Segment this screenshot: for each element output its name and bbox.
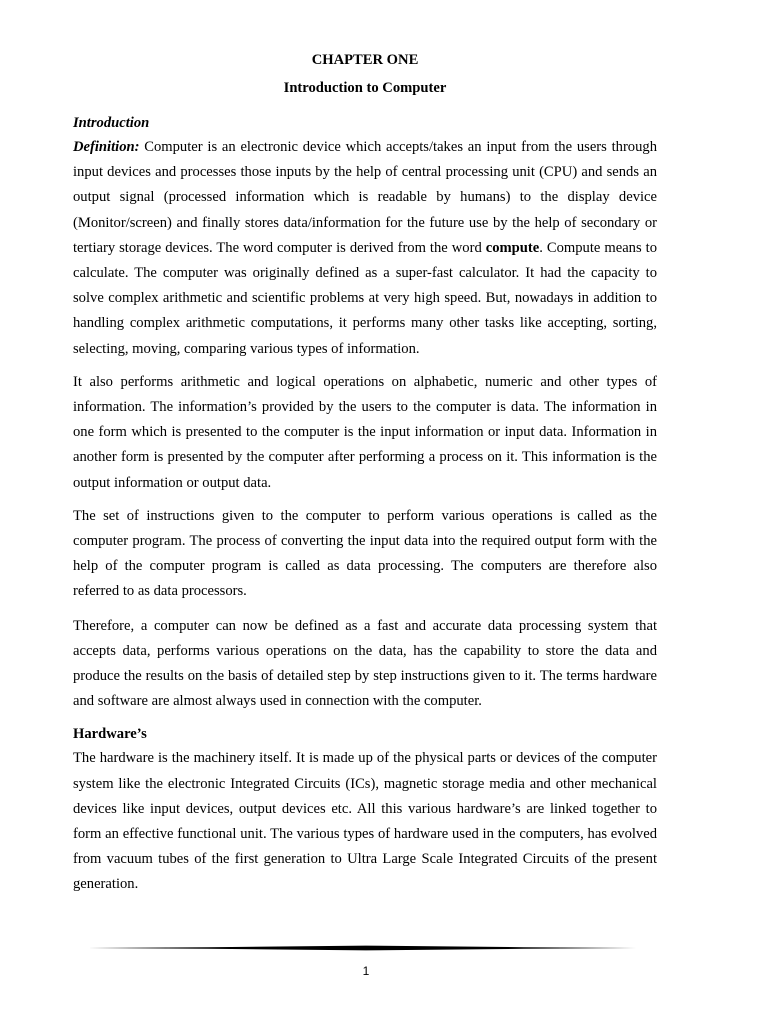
definition-text-part2: . Compute means to calculate. The computer was originally defined as a super-fast calculator. It had the capacity to solve complex arithmetic and scientific problems at very high speed. But, nowadays in addition to handling complex arithmetic computations, it performs many other tasks like accepting, sorting, selecting, moving, comparing various types of information. bbox=[73, 239, 657, 357]
chapter-subtitle: Introduction to Computer bbox=[283, 80, 447, 96]
paragraph-definition-summary: Therefore, a computer can now be defined as a fast and accurate data processing system that accepts data, performs various operations on the data, has the capability to store the data and produce the results on the basis of detailed step by step instructions given to it. The terms hardware and software are almost always used in connection with the computer. bbox=[73, 617, 657, 710]
definition-paragraph bbox=[73, 135, 657, 362]
definition-bold-word: compute bbox=[485, 239, 540, 256]
paragraph-hardware: The hardware is the machinery itself. It is made up of the physical parts or devices of the computer system like the electronic Integrated Circuits (ICs), magnetic storage media and other mechanical devices like input devices, output devices etc. All this various hardware’s are linked together to form an effective functional unit. The various types of hardware used in the computers, has evolved from vacuum tubes of the first generation to Ultra Large Scale Integrated Circuits of the present generation. bbox=[73, 750, 657, 893]
introduction-heading: Introduction bbox=[73, 115, 150, 131]
chapter-title: CHAPTER ONE bbox=[311, 52, 419, 68]
footer-divider bbox=[88, 944, 644, 952]
definition-label: Definition: bbox=[73, 139, 140, 155]
definition-text-part1: Computer is an electronic device which accepts/takes an input from the users through input devices and processes those inputs by the help of central processing unit (CPU) and sends an output signal (processed information which is readable by humans) to the display device (Monitor/screen) and finally stores data/information for the future use by the help of secondary or tertiary storage devices. The word computer is derived from the word bbox=[73, 139, 657, 256]
paragraph-program: The set of instructions given to the computer to perform various operations is called as the computer program. The process of converting the input data into the required output form with the help of the computer program is called as data processing. The computers are therefore also referred to as data processors. bbox=[73, 507, 657, 600]
hardware-heading: Hardware’s bbox=[73, 726, 147, 743]
paragraph-operations: It also performs arithmetic and logical operations on alphabetic, numeric and other types of information. The information’s provided by the users to the computer is data. The information in one form which is presented to the computer is the input information or input data. Information in another form is presented by the computer after performing a process on it. This information is the output information or output data. bbox=[73, 373, 657, 491]
page-number: 1 bbox=[362, 964, 370, 978]
document-page bbox=[73, 48, 657, 898]
